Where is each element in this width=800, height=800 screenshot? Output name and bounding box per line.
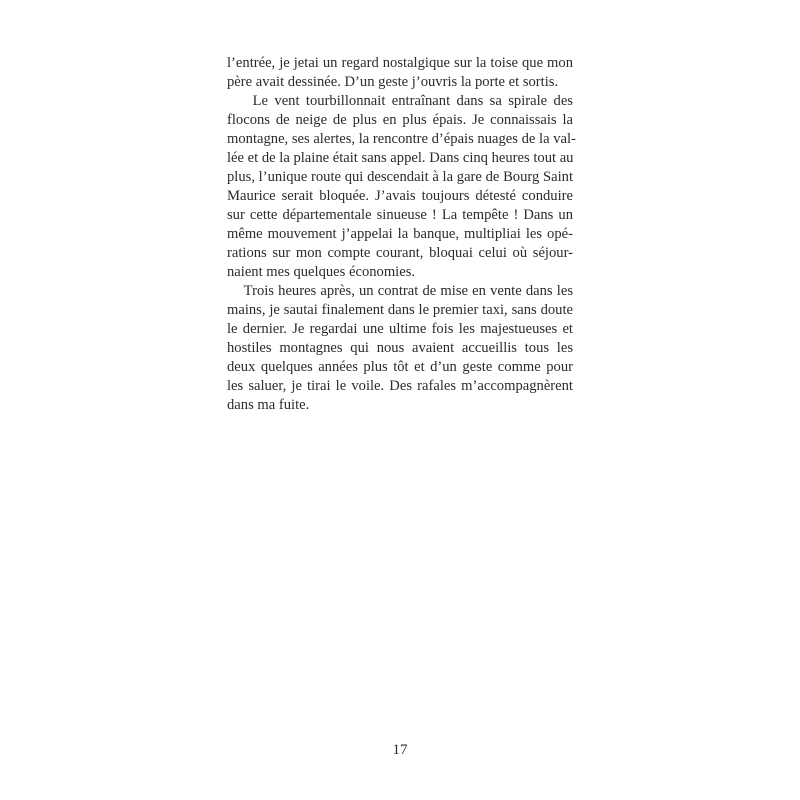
page-number: 17: [392, 742, 408, 758]
text-line: deux quelques années plus tôt et d’un geste comme pour: [227, 359, 573, 375]
text-line: mains, je sautai finalement dans le premier taxi, sans doute: [227, 302, 573, 318]
text-line: les saluer, je tirai le voile. Des rafales m’accompagnèrent: [227, 378, 573, 394]
text-line: sur cette départementale sinueuse ! La tempête ! Dans un: [227, 207, 573, 223]
text-line: rations sur mon compte courant, bloquai celui où séjour-: [227, 245, 573, 261]
body-text: [227, 54, 576, 415]
text-line: dans ma fuite.: [227, 397, 310, 413]
text-line: plus, l’unique route qui descendait à la gare de Bourg Saint: [227, 169, 573, 185]
text-line: l’entrée, je jetai un regard nostalgique sur la toise que mon: [227, 55, 573, 71]
text-line: flocons de neige de plus en plus épais. Je connaissais la: [227, 112, 573, 128]
text-line: montagne, ses alertes, la rencontre d’épais nuages de la val-: [227, 131, 576, 147]
text-line: Maurice serait bloquée. J’avais toujours détesté conduire: [227, 188, 573, 204]
text-line: même mouvement j’appelai la banque, multipliai les opé-: [227, 226, 573, 242]
text-line: le dernier. Je regardai une ultime fois les majestueuses et: [227, 321, 573, 337]
text-line: lée et de la plaine était sans appel. Dans cinq heures tout au: [227, 150, 574, 166]
text-line: Trois heures après, un contrat de mise en vente dans les: [227, 283, 573, 299]
text-line: naient mes quelques économies.: [227, 264, 416, 280]
text-line: hostiles montagnes qui nous avaient accueillis tous les: [227, 340, 573, 356]
text-line: Le vent tourbillonnait entraînant dans sa spirale des: [227, 93, 573, 109]
text-line: père avait dessinée. D’un geste j’ouvris la porte et sortis.: [227, 74, 559, 90]
